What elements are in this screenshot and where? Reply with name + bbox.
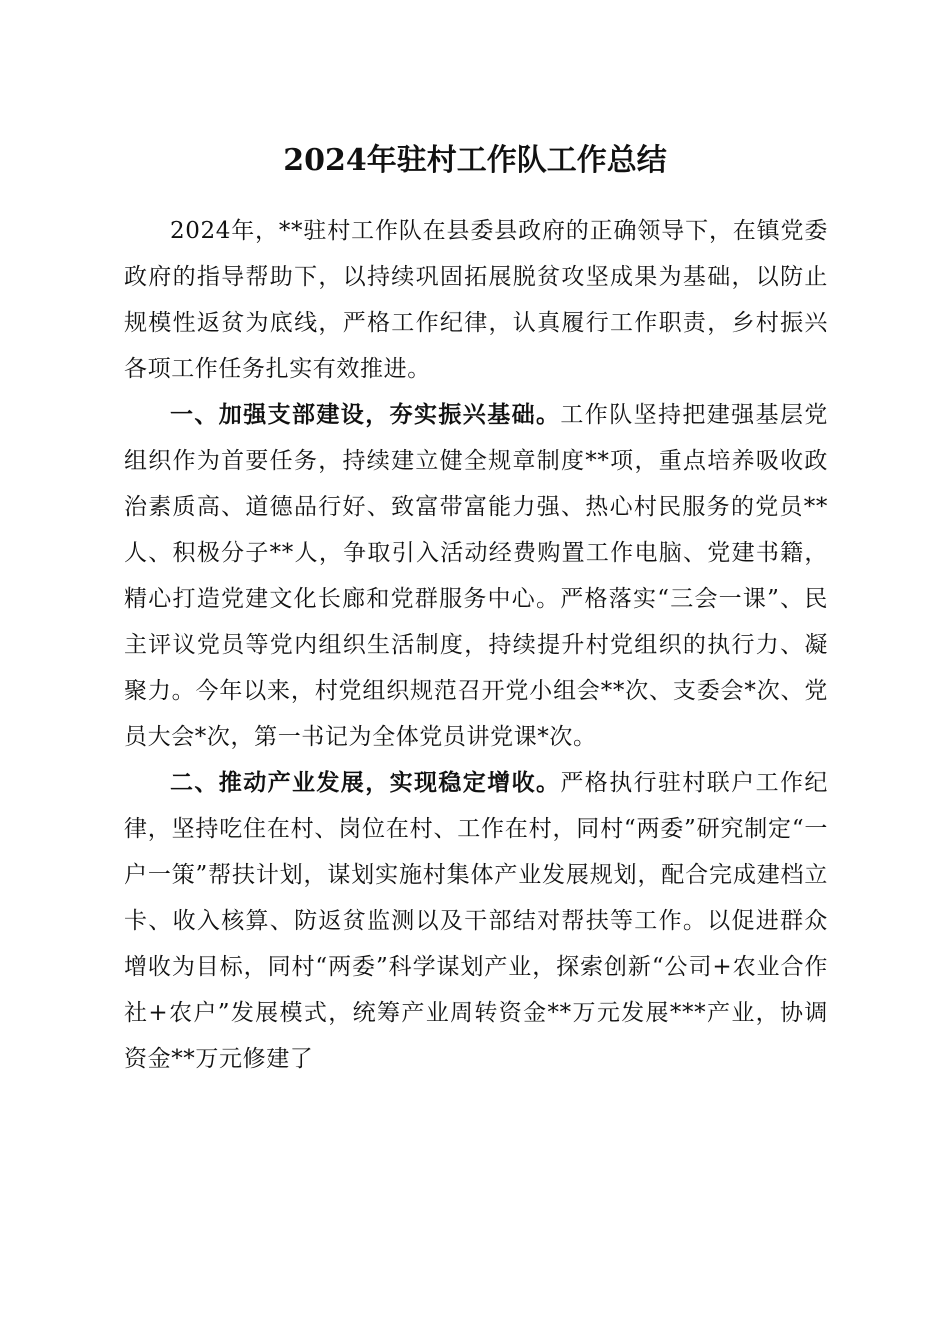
document-body [124, 208, 828, 1082]
section-heading-2: 二、推动产业发展，实现稳定增收。 [170, 770, 561, 796]
document-title: 2024年驻村工作队工作总结 [283, 143, 667, 178]
section-text-2: 严格执行驻村联户工作纪律，坚持吃住在村、岗位在村、工作在村，同村“两委”研究制定“一户一策”帮扶计划，谋划实施村集体产业发展规划，配合完成建档立卡、收入核算、防返贫监测以及干部结对帮扶等工作。以促进群众增收为目标，同村“两委”科学谋划产业，探索创新“公司+农业合作社+农户”发展模式，统筹产业周转资金**万元发展***产业，协调资金**万元修建了 [124, 770, 828, 1072]
section-text-1: 工作队坚持把建强基层党组织作为首要任务，持续建立健全规章制度**项，重点培养吸收政治素质高、道德品行好、致富带富能力强、热心村民服务的党员**人、积极分子**人，争取引入活动经费购置工作电脑、党建书籍，精心打造党建文化长廊和党群服务中心。严格落实“三会一课”、民主评议党员等党内组织生活制度，持续提升村党组织的执行力、凝聚力。今年以来，村党组织规范召开党小组会**次、支委会*次、党员大会*次，第一书记为全体党员讲党课*次。 [124, 402, 828, 750]
section-paragraph-2 [124, 760, 828, 1082]
section-heading-1: 一、加强支部建设，夯实振兴基础。 [170, 402, 561, 428]
section-paragraph-1 [124, 392, 828, 760]
intro-paragraph: 2024年，**驻村工作队在县委县政府的正确领导下，在镇党委政府的指导帮助下，以持续巩固拓展脱贫攻坚成果为基础，以防止规模性返贫为底线，严格工作纪律，认真履行工作职责，乡村振兴各项工作任务扎实有效推进。 [124, 218, 828, 382]
